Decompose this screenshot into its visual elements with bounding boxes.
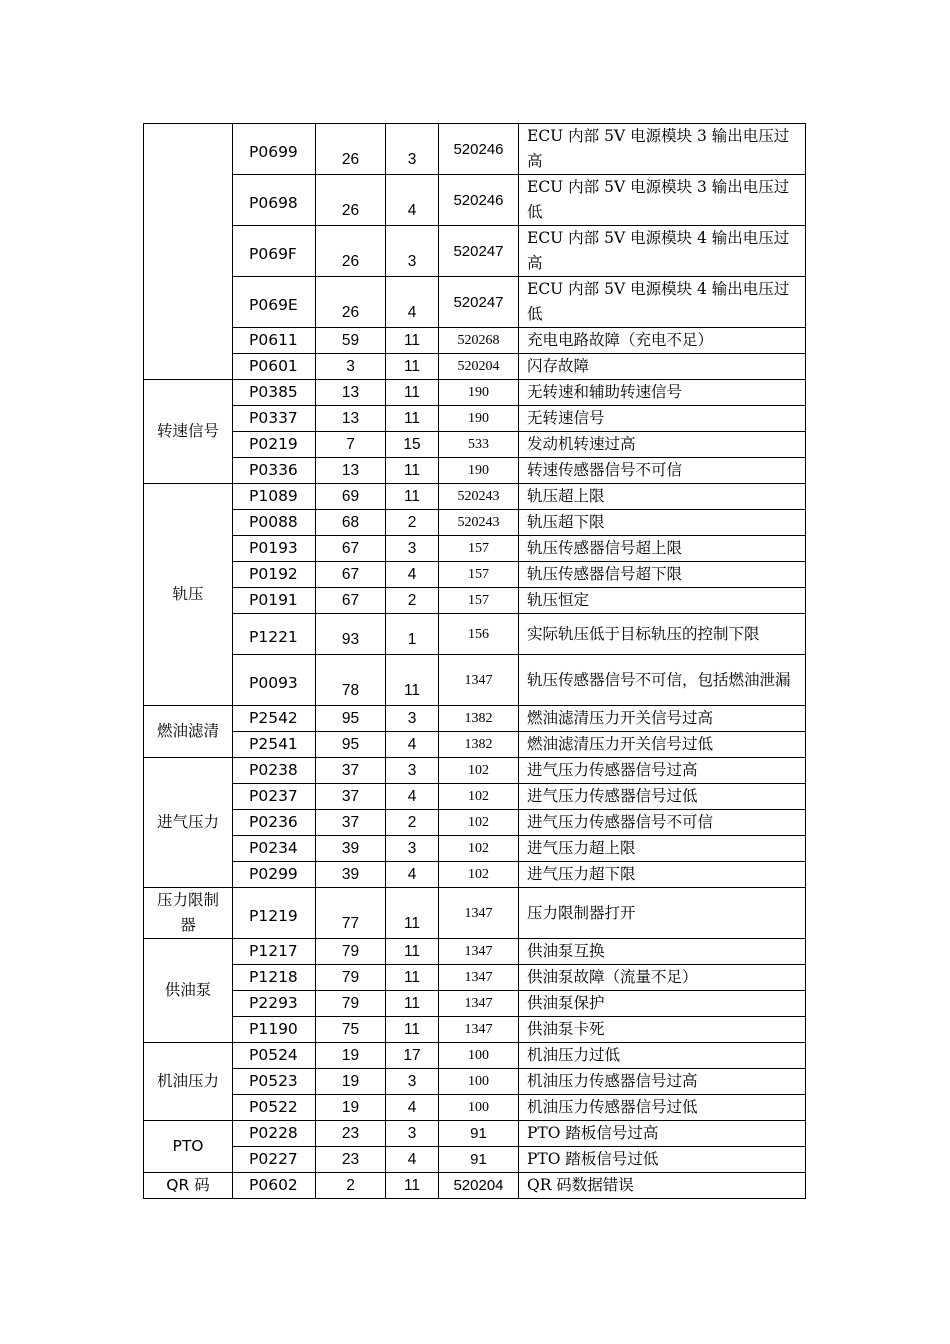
- spn-cell: 520247: [439, 277, 519, 328]
- pcode-spn-cell: 75: [316, 1017, 386, 1043]
- fmi-cell: 11: [386, 1017, 439, 1043]
- description-cell: 供油泵互换: [519, 939, 806, 965]
- fmi-cell: 4: [386, 732, 439, 758]
- fmi-cell: 15: [386, 432, 439, 458]
- description-cell: 闪存故障: [519, 354, 806, 380]
- spn-cell: 190: [439, 406, 519, 432]
- description-cell: 轨压超上限: [519, 484, 806, 510]
- dtc-code-cell: P0227: [233, 1147, 316, 1173]
- spn-cell: 157: [439, 536, 519, 562]
- pcode-spn-cell: 13: [316, 406, 386, 432]
- pcode-spn-cell: 39: [316, 862, 386, 888]
- table-row: [144, 510, 806, 536]
- table-row: [144, 1043, 806, 1069]
- category-cell: 燃油滤清: [144, 706, 233, 758]
- category-cell: 轨压: [144, 484, 233, 706]
- pcode-spn-cell: 26: [316, 124, 386, 175]
- table-row: [144, 939, 806, 965]
- pcode-spn-cell: 37: [316, 784, 386, 810]
- dtc-code-cell: P0193: [233, 536, 316, 562]
- fmi-cell: 4: [386, 562, 439, 588]
- fmi-cell: 2: [386, 588, 439, 614]
- description-cell: 轨压超下限: [519, 510, 806, 536]
- pcode-spn-cell: 77: [316, 888, 386, 939]
- dtc-code-cell: P0601: [233, 354, 316, 380]
- spn-cell: 102: [439, 836, 519, 862]
- table-body: [144, 124, 806, 1199]
- category-cell: [144, 124, 233, 380]
- table-row: [144, 380, 806, 406]
- description-cell: 轨压传感器信号超下限: [519, 562, 806, 588]
- description-cell: 无转速信号: [519, 406, 806, 432]
- fault-code-table: [143, 123, 806, 1199]
- dtc-code-cell: P0523: [233, 1069, 316, 1095]
- description-cell: 供油泵保护: [519, 991, 806, 1017]
- fmi-cell: 4: [386, 784, 439, 810]
- description-cell: 进气压力传感器信号过低: [519, 784, 806, 810]
- spn-cell: 1347: [439, 888, 519, 939]
- dtc-code-cell: P0299: [233, 862, 316, 888]
- spn-cell: 520243: [439, 510, 519, 536]
- category-cell: 进气压力: [144, 758, 233, 888]
- dtc-code-cell: P1089: [233, 484, 316, 510]
- dtc-code-cell: P0602: [233, 1173, 316, 1199]
- dtc-code-cell: P0228: [233, 1121, 316, 1147]
- spn-cell: 1347: [439, 939, 519, 965]
- fmi-cell: 11: [386, 939, 439, 965]
- dtc-code-cell: P1190: [233, 1017, 316, 1043]
- table-row: [144, 1095, 806, 1121]
- spn-cell: 91: [439, 1121, 519, 1147]
- pcode-spn-cell: 23: [316, 1147, 386, 1173]
- pcode-spn-cell: 2: [316, 1173, 386, 1199]
- dtc-code-cell: P1218: [233, 965, 316, 991]
- pcode-spn-cell: 13: [316, 380, 386, 406]
- description-cell: 机油压力传感器信号过低: [519, 1095, 806, 1121]
- spn-cell: 520243: [439, 484, 519, 510]
- table-row: [144, 1147, 806, 1173]
- spn-cell: 520204: [439, 1173, 519, 1199]
- pcode-spn-cell: 37: [316, 810, 386, 836]
- table-row: [144, 354, 806, 380]
- description-cell: 实际轨压低于目标轨压的控制下限: [519, 614, 806, 655]
- dtc-code-cell: P2293: [233, 991, 316, 1017]
- table-row: [144, 432, 806, 458]
- table-row: [144, 406, 806, 432]
- description-cell: ECU 内部 5V 电源模块 3 输出电压过高: [519, 124, 806, 175]
- pcode-spn-cell: 59: [316, 328, 386, 354]
- description-cell: 供油泵卡死: [519, 1017, 806, 1043]
- pcode-spn-cell: 26: [316, 175, 386, 226]
- pcode-spn-cell: 23: [316, 1121, 386, 1147]
- description-cell: 进气压力传感器信号不可信: [519, 810, 806, 836]
- pcode-spn-cell: 26: [316, 277, 386, 328]
- spn-cell: 1347: [439, 655, 519, 706]
- fmi-cell: 3: [386, 706, 439, 732]
- description-cell: 轨压传感器信号超上限: [519, 536, 806, 562]
- fmi-cell: 4: [386, 175, 439, 226]
- dtc-code-cell: P0088: [233, 510, 316, 536]
- table-row: [144, 1069, 806, 1095]
- dtc-code-cell: P1217: [233, 939, 316, 965]
- table-row: [144, 562, 806, 588]
- spn-cell: 1347: [439, 965, 519, 991]
- description-cell: 发动机转速过高: [519, 432, 806, 458]
- description-cell: 压力限制器打开: [519, 888, 806, 939]
- pcode-spn-cell: 95: [316, 732, 386, 758]
- table-row: [144, 784, 806, 810]
- description-cell: ECU 内部 5V 电源模块 3 输出电压过低: [519, 175, 806, 226]
- fmi-cell: 3: [386, 226, 439, 277]
- dtc-code-cell: P0191: [233, 588, 316, 614]
- pcode-spn-cell: 19: [316, 1069, 386, 1095]
- spn-cell: 520246: [439, 124, 519, 175]
- dtc-code-cell: P0238: [233, 758, 316, 784]
- spn-cell: 100: [439, 1043, 519, 1069]
- fmi-cell: 4: [386, 277, 439, 328]
- dtc-code-cell: P0698: [233, 175, 316, 226]
- fmi-cell: 2: [386, 810, 439, 836]
- fmi-cell: 11: [386, 380, 439, 406]
- fmi-cell: 11: [386, 484, 439, 510]
- dtc-code-cell: P0234: [233, 836, 316, 862]
- pcode-spn-cell: 95: [316, 706, 386, 732]
- spn-cell: 102: [439, 810, 519, 836]
- table-row: [144, 175, 806, 226]
- pcode-spn-cell: 39: [316, 836, 386, 862]
- fmi-cell: 3: [386, 536, 439, 562]
- description-cell: 无转速和辅助转速信号: [519, 380, 806, 406]
- spn-cell: 190: [439, 458, 519, 484]
- description-cell: 机油压力传感器信号过高: [519, 1069, 806, 1095]
- description-cell: 进气压力传感器信号过高: [519, 758, 806, 784]
- fmi-cell: 3: [386, 1121, 439, 1147]
- spn-cell: 533: [439, 432, 519, 458]
- fmi-cell: 3: [386, 124, 439, 175]
- table-row: [144, 226, 806, 277]
- table-row: [144, 588, 806, 614]
- description-cell: 转速传感器信号不可信: [519, 458, 806, 484]
- pcode-spn-cell: 26: [316, 226, 386, 277]
- spn-cell: 520246: [439, 175, 519, 226]
- description-cell: 燃油滤清压力开关信号过低: [519, 732, 806, 758]
- pcode-spn-cell: 67: [316, 588, 386, 614]
- description-cell: 供油泵故障（流量不足）: [519, 965, 806, 991]
- spn-cell: 520268: [439, 328, 519, 354]
- spn-cell: 157: [439, 588, 519, 614]
- fmi-cell: 3: [386, 758, 439, 784]
- fmi-cell: 1: [386, 614, 439, 655]
- category-cell: 供油泵: [144, 939, 233, 1043]
- table-row: [144, 124, 806, 175]
- table-row: [144, 328, 806, 354]
- fmi-cell: 17: [386, 1043, 439, 1069]
- table-row: [144, 614, 806, 655]
- category-cell: QR 码: [144, 1173, 233, 1199]
- table-row: [144, 706, 806, 732]
- fmi-cell: 3: [386, 836, 439, 862]
- description-cell: PTO 踏板信号过低: [519, 1147, 806, 1173]
- fmi-cell: 4: [386, 862, 439, 888]
- spn-cell: 100: [439, 1095, 519, 1121]
- spn-cell: 190: [439, 380, 519, 406]
- table-row: [144, 758, 806, 784]
- description-cell: 进气压力超上限: [519, 836, 806, 862]
- pcode-spn-cell: 68: [316, 510, 386, 536]
- description-cell: ECU 内部 5V 电源模块 4 输出电压过低: [519, 277, 806, 328]
- spn-cell: 1382: [439, 706, 519, 732]
- fmi-cell: 11: [386, 888, 439, 939]
- dtc-code-cell: P1221: [233, 614, 316, 655]
- dtc-code-cell: P0699: [233, 124, 316, 175]
- fmi-cell: 3: [386, 1069, 439, 1095]
- pcode-spn-cell: 19: [316, 1043, 386, 1069]
- table-row: [144, 458, 806, 484]
- pcode-spn-cell: 67: [316, 536, 386, 562]
- spn-cell: 156: [439, 614, 519, 655]
- table-row: [144, 655, 806, 706]
- dtc-code-cell: P069F: [233, 226, 316, 277]
- table-row: [144, 1017, 806, 1043]
- pcode-spn-cell: 37: [316, 758, 386, 784]
- dtc-code-cell: P2541: [233, 732, 316, 758]
- dtc-code-cell: P1219: [233, 888, 316, 939]
- table-row: [144, 888, 806, 939]
- pcode-spn-cell: 69: [316, 484, 386, 510]
- pcode-spn-cell: 67: [316, 562, 386, 588]
- pcode-spn-cell: 7: [316, 432, 386, 458]
- description-cell: 轨压传感器信号不可信，包括燃油泄漏: [519, 655, 806, 706]
- dtc-code-cell: P0337: [233, 406, 316, 432]
- dtc-code-cell: P0611: [233, 328, 316, 354]
- pcode-spn-cell: 19: [316, 1095, 386, 1121]
- fmi-cell: 11: [386, 458, 439, 484]
- description-cell: 机油压力过低: [519, 1043, 806, 1069]
- spn-cell: 102: [439, 758, 519, 784]
- fmi-cell: 4: [386, 1147, 439, 1173]
- dtc-code-cell: P0093: [233, 655, 316, 706]
- spn-cell: 1347: [439, 991, 519, 1017]
- pcode-spn-cell: 93: [316, 614, 386, 655]
- fmi-cell: 11: [386, 991, 439, 1017]
- table-row: [144, 1173, 806, 1199]
- pcode-spn-cell: 13: [316, 458, 386, 484]
- spn-cell: 520247: [439, 226, 519, 277]
- dtc-code-cell: P0192: [233, 562, 316, 588]
- description-cell: 燃油滤清压力开关信号过高: [519, 706, 806, 732]
- table-row: [144, 732, 806, 758]
- dtc-code-cell: P0336: [233, 458, 316, 484]
- description-cell: PTO 踏板信号过高: [519, 1121, 806, 1147]
- dtc-code-cell: P0385: [233, 380, 316, 406]
- fmi-cell: 11: [386, 655, 439, 706]
- category-cell: 转速信号: [144, 380, 233, 484]
- dtc-code-cell: P0237: [233, 784, 316, 810]
- spn-cell: 1382: [439, 732, 519, 758]
- dtc-code-cell: P0236: [233, 810, 316, 836]
- pcode-spn-cell: 79: [316, 991, 386, 1017]
- category-cell: 机油压力: [144, 1043, 233, 1121]
- description-cell: 充电电路故障（充电不足）: [519, 328, 806, 354]
- description-cell: 进气压力超下限: [519, 862, 806, 888]
- fmi-cell: 11: [386, 965, 439, 991]
- description-cell: ECU 内部 5V 电源模块 4 输出电压过高: [519, 226, 806, 277]
- spn-cell: 91: [439, 1147, 519, 1173]
- spn-cell: 157: [439, 562, 519, 588]
- dtc-code-cell: P0524: [233, 1043, 316, 1069]
- dtc-code-cell: P0522: [233, 1095, 316, 1121]
- dtc-code-cell: P069E: [233, 277, 316, 328]
- description-cell: 轨压恒定: [519, 588, 806, 614]
- pcode-spn-cell: 78: [316, 655, 386, 706]
- fmi-cell: 11: [386, 354, 439, 380]
- table-row: [144, 965, 806, 991]
- spn-cell: 102: [439, 862, 519, 888]
- table-row: [144, 862, 806, 888]
- fmi-cell: 2: [386, 510, 439, 536]
- category-cell: 压力限制器: [144, 888, 233, 939]
- dtc-code-cell: P2542: [233, 706, 316, 732]
- table-row: [144, 484, 806, 510]
- spn-cell: 102: [439, 784, 519, 810]
- spn-cell: 100: [439, 1069, 519, 1095]
- fmi-cell: 11: [386, 1173, 439, 1199]
- dtc-code-cell: P0219: [233, 432, 316, 458]
- fmi-cell: 11: [386, 328, 439, 354]
- pcode-spn-cell: 79: [316, 939, 386, 965]
- spn-cell: 520204: [439, 354, 519, 380]
- fmi-cell: 4: [386, 1095, 439, 1121]
- table-row: [144, 277, 806, 328]
- table-row: [144, 836, 806, 862]
- category-cell: PTO: [144, 1121, 233, 1173]
- table-row: [144, 991, 806, 1017]
- description-cell: QR 码数据错误: [519, 1173, 806, 1199]
- fmi-cell: 11: [386, 406, 439, 432]
- pcode-spn-cell: 79: [316, 965, 386, 991]
- table-row: [144, 1121, 806, 1147]
- spn-cell: 1347: [439, 1017, 519, 1043]
- pcode-spn-cell: 3: [316, 354, 386, 380]
- table-row: [144, 810, 806, 836]
- table-row: [144, 536, 806, 562]
